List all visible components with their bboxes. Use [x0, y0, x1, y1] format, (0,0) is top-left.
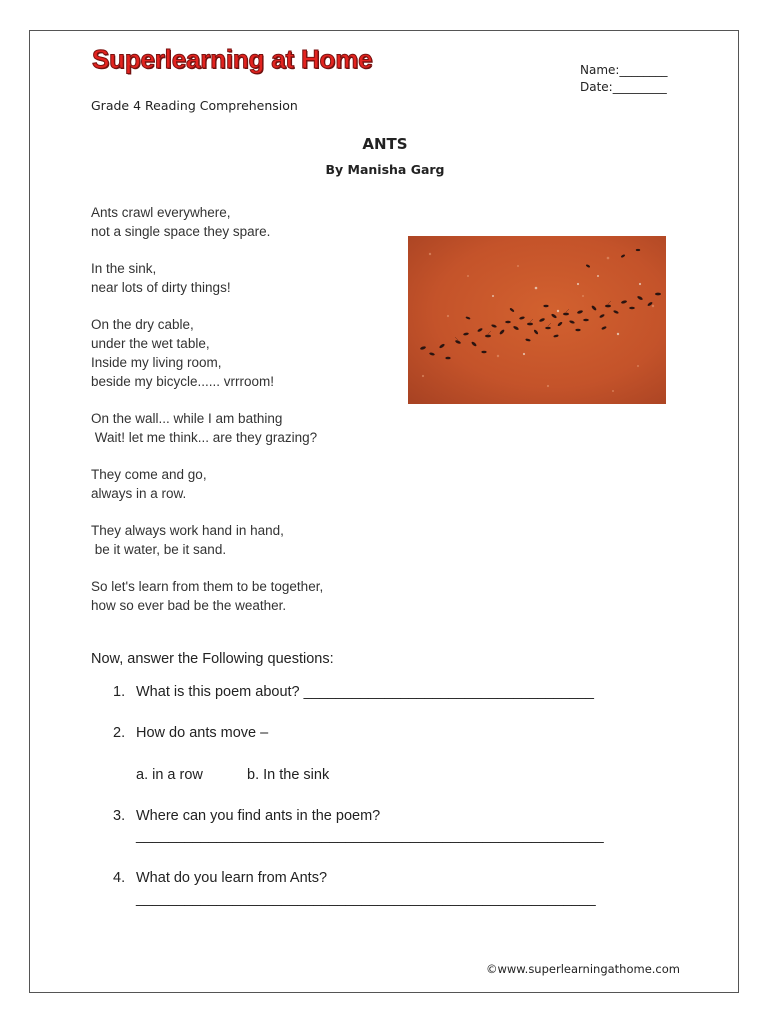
stanza [91, 521, 391, 559]
poem-line: Ants crawl everywhere, [91, 205, 231, 220]
poem-line: how so ever bad be the weather. [91, 598, 287, 613]
option-a: a. in a row [136, 767, 203, 783]
stanza [91, 259, 391, 297]
name-field: Name:________ [580, 63, 668, 77]
poem-line: On the wall... while I am bathing [91, 411, 283, 426]
question-3 [113, 808, 604, 844]
poem-body [91, 203, 391, 633]
date-field: Date:_________ [580, 80, 667, 94]
question-text: Where can you find ants in the poem? [136, 808, 381, 824]
question-2-options [136, 767, 329, 783]
poem-line: not a single space they spare. [91, 224, 271, 239]
answer-line: __________________________________________________________ [136, 828, 604, 844]
answer-line: _________________________________________________________ [136, 891, 596, 907]
stanza [91, 203, 391, 241]
poem-line: always in a row. [91, 486, 187, 501]
poem-line: On the dry cable, [91, 317, 194, 332]
questions-section [91, 651, 651, 681]
brand-logo: Superlearning at Home [92, 44, 373, 74]
stanza [91, 577, 391, 615]
poem-line: be it water, be it sand. [91, 542, 227, 557]
question-text: What do you learn from Ants? [136, 870, 328, 886]
poem-line: under the wet table, [91, 336, 210, 351]
question-text: How do ants move – [136, 725, 269, 741]
question-1 [113, 684, 594, 700]
poem-line: They always work hand in hand, [91, 523, 284, 538]
question-number: 2. [113, 725, 126, 741]
stanza [91, 465, 391, 503]
question-number: 1. [113, 684, 126, 700]
question-number: 3. [113, 808, 126, 824]
question-text: What is this poem about? ____________________________________ [136, 684, 594, 700]
poem-line: beside my bicycle...... vrrroom! [91, 374, 275, 389]
poem-title: ANTS [362, 135, 408, 153]
ants-photo [408, 236, 666, 404]
question-number: 4. [113, 870, 126, 886]
poem-line: In the sink, [91, 261, 157, 276]
stanza [91, 409, 391, 447]
grade-label: Grade 4 Reading Comprehension [91, 98, 298, 113]
poem-line: They come and go, [91, 467, 207, 482]
poem-line: So let's learn from them to be together, [91, 579, 324, 594]
poem-line: near lots of dirty things! [91, 280, 231, 295]
option-b: b. In the sink [247, 767, 330, 783]
footer-copyright: ©www.superlearningathome.com [486, 962, 680, 976]
poem-line: Wait! let me think... are they grazing? [91, 430, 318, 445]
question-4 [113, 870, 596, 907]
question-2 [113, 725, 268, 741]
poem-line: Inside my living room, [91, 355, 222, 370]
questions-intro: Now, answer the Following questions: [91, 651, 334, 667]
stanza [91, 315, 391, 391]
poem-author: By Manisha Garg [325, 162, 445, 177]
